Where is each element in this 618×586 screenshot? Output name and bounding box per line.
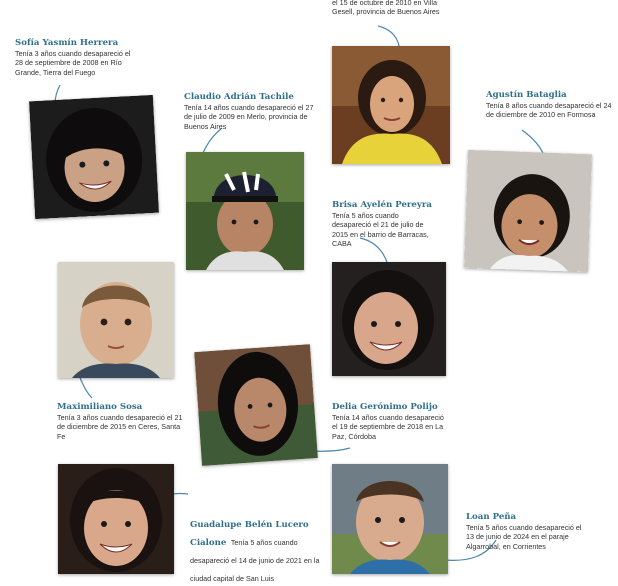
person-name: Brisa Ayelén Pereyra — [332, 200, 432, 210]
photo-guadalupe — [58, 464, 174, 574]
person-name: Loan Peña — [466, 512, 517, 522]
caption-top-center — [332, 0, 452, 17]
caption-sofia — [15, 38, 135, 77]
person-name: Sofía Yasmín Herrera — [15, 38, 119, 48]
photo-maximiliano — [58, 262, 174, 378]
caption-brisa — [332, 200, 432, 249]
person-desc: Tenía 3 años cuando desapareció el 28 de septiembre de 2008 en Río Grande, Tierra del Fuego — [15, 49, 131, 77]
person-desc: Tenía 5 años cuando desapareció el 21 de julio de 2015 en el barrio de Barracas, CABA — [332, 211, 429, 249]
photo-brisa — [332, 262, 446, 376]
caption-delia — [332, 402, 444, 441]
photo-sofia — [29, 95, 159, 219]
photo-delia — [194, 344, 318, 466]
person-name: Claudio Adrián Tachile — [184, 92, 294, 102]
photo-claudio — [186, 152, 304, 270]
photo-loan — [332, 464, 448, 574]
person-name: Agustín Bataglia — [486, 90, 567, 100]
caption-agustin — [486, 90, 614, 120]
person-name: Delia Gerónimo Polijo — [332, 402, 438, 412]
person-desc: Tenía 5 años cuando desapareció el 14 de junio de 2021 en la ciudad capital de San Luis — [190, 538, 320, 583]
caption-loan — [466, 512, 590, 551]
person-name: Guadalupe Belén Lucero Cialone — [190, 520, 309, 548]
person-desc: Tenía 14 años cuando desapareció el 27 de julio de 2009 en Merlo, provincia de Buenos Aires — [184, 103, 314, 131]
person-desc: Tenía 3 años cuando desapareció el 21 de diciembre de 2015 en Ceres, Santa Fe — [57, 413, 183, 441]
person-name: Maximiliano Sosa — [57, 402, 143, 412]
person-desc: Tenía 8 años cuando desapareció el 24 de diciembre de 2010 en Formosa — [486, 101, 612, 120]
person-desc: Tenía 14 años cuando desapareció el 19 de septiembre de 2018 en La Paz, Córdoba — [332, 413, 444, 441]
person-desc: Tenía 5 años cuando desapareció el 13 de junio de 2024 en el paraje Algarrobal, en Corrientes — [466, 523, 582, 551]
caption-claudio — [184, 92, 316, 131]
caption-maximiliano — [57, 402, 185, 441]
person-desc: el 15 de octubre de 2010 en Villa Gesell, provincia de Buenos Aires — [332, 0, 440, 17]
photo-agustin — [464, 150, 592, 272]
photo-top-center — [332, 46, 450, 164]
caption-guadalupe — [190, 514, 320, 586]
